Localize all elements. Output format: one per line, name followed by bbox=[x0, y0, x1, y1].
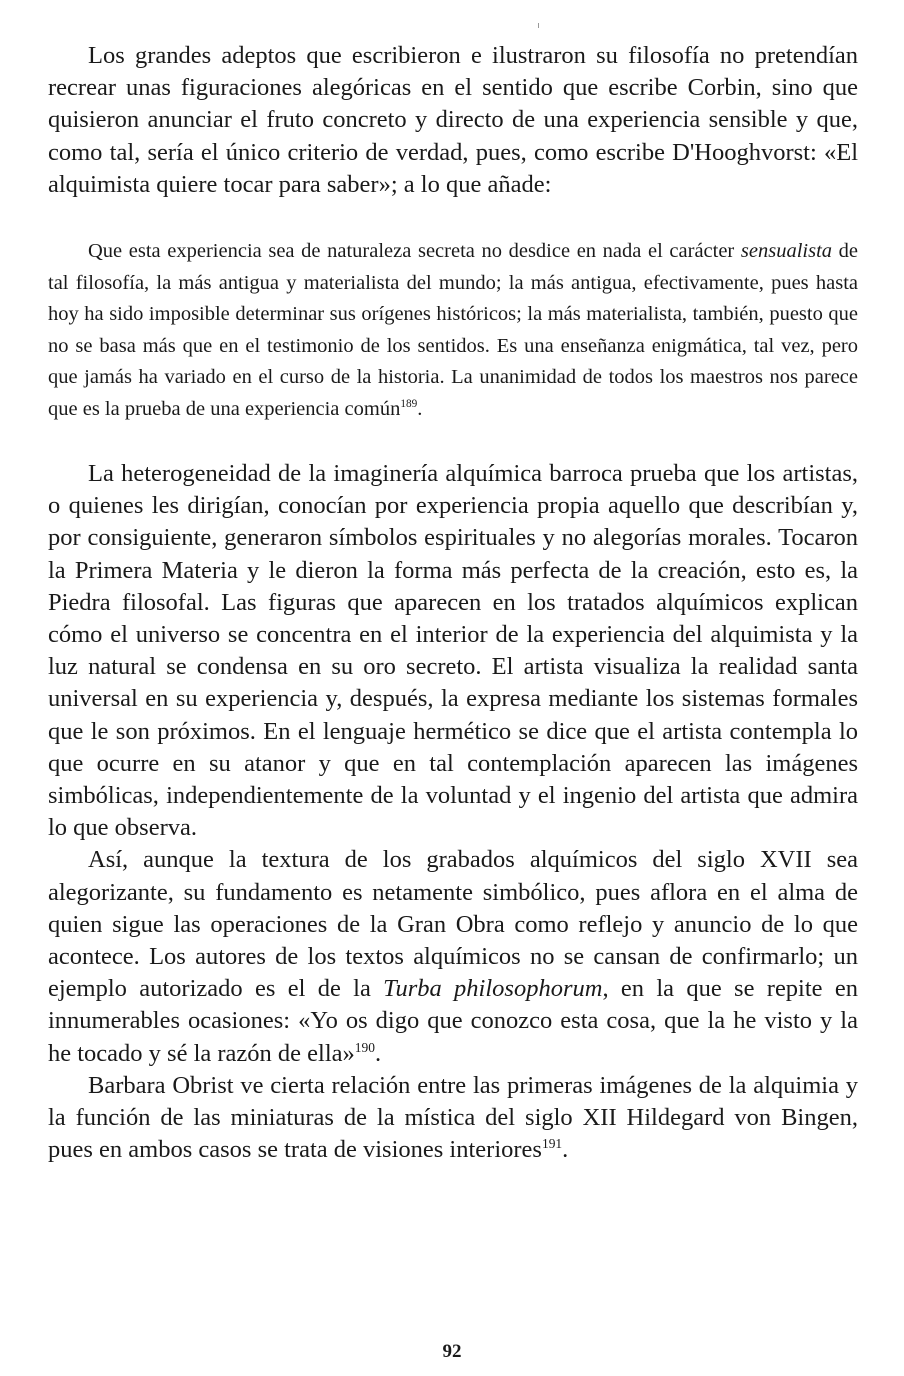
paragraph-3 bbox=[48, 844, 858, 1069]
paragraph-3-part-1: Así, aunque la textura de los grabados alquímicos del siglo bbox=[88, 846, 745, 874]
page-number: 92 bbox=[442, 1341, 462, 1362]
paragraph-4-part-2: Hildegard von Bingen, pues en ambos casos se trata de visiones interiores bbox=[48, 1104, 858, 1164]
page-body bbox=[48, 40, 858, 1166]
margin-mark bbox=[538, 23, 539, 28]
century-xvii: XVII bbox=[759, 846, 812, 874]
paragraph-3-part-3: , en la que se repite en innumerables ocasiones: «Yo os digo que conozco esta cosa, que la he visto y la he tocado y sé la razón de ella» bbox=[48, 975, 859, 1067]
paragraph-2: La heterogeneidad de la imaginería alquímica barroca prueba que los artistas, o quienes les dirigían, conocían por experiencia propia aquello que describían y, por consiguiente, generaron símbolos espirituales y no alegorías morales. Tocaron la Primera Materia y le dieron la forma más perfecta de la creación, esto es, la Piedra filosofal. Las figuras que aparecen en los tratados alquímicos explican cómo el universo se concentra en el interior de la experiencia del alquimista y la luz natural se condensa en su oro secreto. El artista visualiza la realidad santa universal en su experiencia y, después, la expresa mediante los sistemas formales que le son próximos. En el lenguaje hermético se dice que el artista contempla lo que ocurre en su atanor y que en tal contemplación aparecen las imágenes simbólicas, independientemente de la voluntad y el ingenio del artista que admira lo que observa. bbox=[48, 460, 858, 842]
footnote-ref-189: 189 bbox=[400, 397, 418, 410]
paragraph-4 bbox=[48, 1070, 858, 1167]
quote-text bbox=[48, 236, 858, 425]
paragraph-4-end: . bbox=[562, 1136, 569, 1164]
quote-end: . bbox=[417, 397, 423, 420]
italic-title-turba: Turba philosophorum bbox=[383, 975, 603, 1003]
quote-part-2: de tal filosofía, la más antigua y materialista del mundo; la más antigua, efectivamente, pues hasta hoy ha sido imposible determinar sus orígenes históricos; la más materialista, también, puesto que no se basa más que en el testimonio de los sentidos. Es una enseñanza enigmática, tal vez, pero que jamás ha variado en el curso de la historia. La unanimidad de todos los maestros nos parece que es la prueba de una experiencia común bbox=[48, 240, 858, 420]
paragraph-4-part-1: Barbara Obrist ve cierta relación entre las primeras imágenes de la alquimia y la función de las miniaturas de la mística del siglo bbox=[48, 1071, 858, 1132]
paragraph-3-end: . bbox=[375, 1039, 382, 1067]
quote-italic-word: sensualista bbox=[740, 240, 833, 263]
block-quote bbox=[48, 236, 858, 425]
century-xii: XII bbox=[582, 1104, 617, 1132]
footnote-ref-190: 190 bbox=[354, 1039, 375, 1055]
paragraph-1: Los grandes adeptos que escribieron e ilustraron su filosofía no pretendían recrear unas figuraciones alegóricas en el sentido que escribe Corbin, sino que quisieron anunciar el fruto concreto y directo de una experiencia sensible y que, como tal, sería el único criterio de verdad, pues, como escribe D'Hooghvorst: «El alquimista quiere tocar para saber»; a lo que añade: bbox=[48, 42, 858, 198]
paragraph-3-part-2: sea alegorizante, su fundamento es netamente simbólico, pues aflora en el alma de quien sigue las operaciones de la Gran Obra como reflejo y anuncio de lo que acontece. Los autores de los textos alquímicos no se cansan de confirmarlo; un ejemplo autorizado es el de la bbox=[48, 846, 859, 1003]
footnote-ref-191: 191 bbox=[541, 1136, 563, 1152]
quote-part-1: Que esta experiencia sea de naturaleza secreta no desdice en nada el carácter bbox=[88, 240, 735, 263]
